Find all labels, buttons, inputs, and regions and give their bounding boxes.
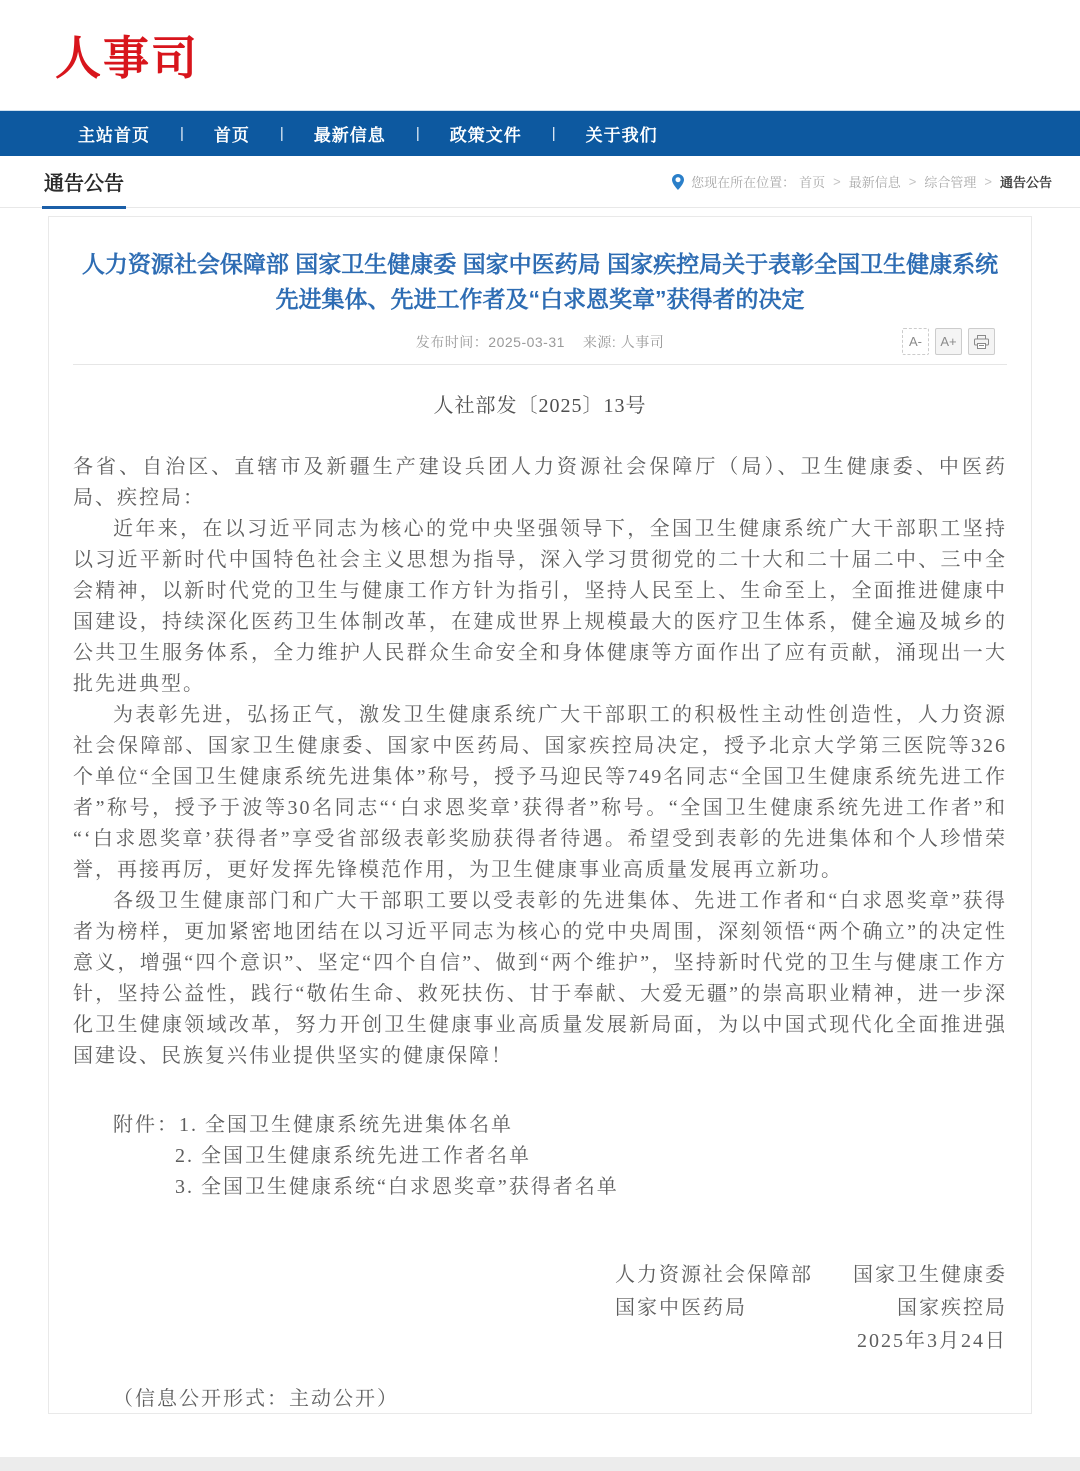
- article-meta: [73, 328, 1007, 356]
- nav-item-main-home[interactable]: 主站首页: [78, 126, 150, 145]
- signature-agency: 国家疾控局: [897, 1297, 1007, 1319]
- section-title: 通告公告: [42, 167, 126, 209]
- site-header: [0, 0, 1080, 110]
- body-paragraph: 近年来，在以习近平同志为核心的党中央坚强领导下，全国卫生健康系统广大干部职工坚持以习近平新时代中国特色社会主义思想为指导，深入学习贯彻党的二十大和二十届二中、三中全会精神，以新时代党的卫生与健康工作方针为指引，坚持人民至上、生命至上，全面推进健康中国建设，持续深化医药卫生体制改革，在建成世界上规模最大的医疗卫生体系，健全遍及城乡的公共卫生服务体系，全力维护人民群众生命安全和身体健康等方面作出了应有贡献，涌现出一大批先进典型。: [73, 518, 1007, 695]
- main-content: [0, 208, 1080, 1414]
- font-decrease-button[interactable]: A-: [902, 328, 929, 355]
- signature-block: [615, 1259, 1007, 1358]
- nav-item-about-us[interactable]: 关于我们: [585, 126, 658, 145]
- attachment-item[interactable]: 3. 全国卫生健康系统“白求恩奖章”获得者名单: [175, 1176, 619, 1198]
- breadcrumb-item-latest-news[interactable]: 最新信息: [848, 175, 901, 190]
- breadcrumb: [672, 172, 1052, 207]
- attachments-label: 附件：: [113, 1114, 179, 1136]
- breadcrumb-separator: >: [833, 174, 841, 189]
- nav-separator: |: [279, 125, 284, 142]
- signature-date: 2025年3月24日: [857, 1330, 1007, 1352]
- source-value: 人事司: [620, 334, 665, 350]
- breadcrumb-separator: >: [984, 174, 992, 189]
- article-card: [48, 216, 1032, 1414]
- print-button[interactable]: [968, 328, 995, 355]
- signature-agency: 国家卫生健康委: [853, 1264, 1007, 1286]
- site-logo[interactable]: 人事司: [55, 32, 199, 84]
- location-pin-icon: [672, 174, 684, 190]
- breadcrumb-row: [0, 156, 1080, 208]
- article-title: 人力资源社会保障部 国家卫生健康委 国家中医药局 国家疾控局关于表彰全国卫生健康系统先进集体、先进工作者及“白求恩奖章”获得者的决定: [81, 251, 999, 312]
- nav-separator: |: [180, 125, 184, 142]
- publish-time-label: 发布时间：: [415, 334, 489, 350]
- disclosure-note: （信息公开形式：主动公开）: [113, 1388, 399, 1410]
- nav-item-latest-news[interactable]: 最新信息: [313, 126, 386, 145]
- breadcrumb-item-home[interactable]: 首页: [799, 175, 826, 190]
- attachments-block: [73, 1110, 1007, 1203]
- nav-separator: |: [551, 125, 556, 142]
- source-label: 来源:: [582, 334, 617, 350]
- nav-item-policy-documents[interactable]: 政策文件: [449, 126, 522, 145]
- printer-icon: [974, 335, 989, 349]
- breadcrumb-item-current: 通告公告: [999, 175, 1052, 190]
- article-meta-row: [73, 328, 1007, 356]
- signature-agency: 国家中医药局: [615, 1297, 747, 1319]
- meta-divider: [73, 364, 1007, 365]
- breadcrumb-item-general-management[interactable]: 综合管理: [924, 175, 977, 190]
- nav-separator: |: [415, 125, 420, 142]
- breadcrumb-location-label: 您现在所在位置：: [691, 175, 796, 190]
- doc-number: 人社部发〔2025〕13号: [433, 395, 647, 417]
- article-toolbar: [902, 328, 995, 355]
- attachment-item[interactable]: 2. 全国卫生健康系统先进工作者名单: [175, 1145, 531, 1167]
- body-paragraph: 为表彰先进，弘扬正气，激发卫生健康系统广大干部职工的积极性主动性创造性，人力资源社会保障部、国家卫生健康委、国家中医药局、国家疾控局决定，授予北京大学第三医院等326个单位“全国卫生健康系统先进集体”称号，授予马迎民等749名同志“全国卫生健康系统先进工作者”称号，授予于波等30名同志“‘白求恩奖章’获得者”称号。“全国卫生健康系统先进工作者”和“‘白求恩奖章’获得者”享受省部级表彰奖励获得者待遇。希望受到表彰的先进集体和个人珍惜荣誉，再接再厉，更好发挥先锋模范作用，为卫生健康事业高质量发展再立新功。: [73, 704, 1007, 881]
- body-paragraph-salutation: 各省、自治区、直辖市及新疆生产建设兵团人力资源社会保障厅（局）、卫生健康委、中医药局、疾控局：: [73, 456, 1007, 509]
- font-increase-button[interactable]: A+: [935, 328, 962, 355]
- attachment-item[interactable]: 1. 全国卫生健康系统先进集体名单: [179, 1114, 513, 1136]
- signature-agency: 人力资源社会保障部: [615, 1264, 813, 1286]
- publish-time-value: 2025-03-31: [488, 334, 565, 350]
- doc-body: [73, 452, 1007, 1414]
- body-paragraph: 各级卫生健康部门和广大干部职工要以受表彰的先进集体、先进工作者和“白求恩奖章”获得者为榜样，更加紧密地团结在以习近平同志为核心的党中央周围，深刻领悟“两个确立”的决定性意义，增强“四个意识”、坚定“四个自信”、做到“两个维护”，坚持新时代党的卫生与健康工作方针，坚持公益性，践行“敬佑生命、救死扶伤、甘于奉献、大爱无疆”的崇高职业精神，进一步深化卫生健康领域改革，努力开创卫生健康事业高质量发展新局面，为以中国式现代化全面推进强国建设、民族复兴伟业提供坚实的健康保障！: [73, 890, 1007, 1067]
- breadcrumb-separator: >: [908, 174, 917, 189]
- page-footer-strip: [0, 1457, 1080, 1471]
- main-nav: [0, 110, 1080, 156]
- nav-item-home[interactable]: 首页: [213, 126, 250, 145]
